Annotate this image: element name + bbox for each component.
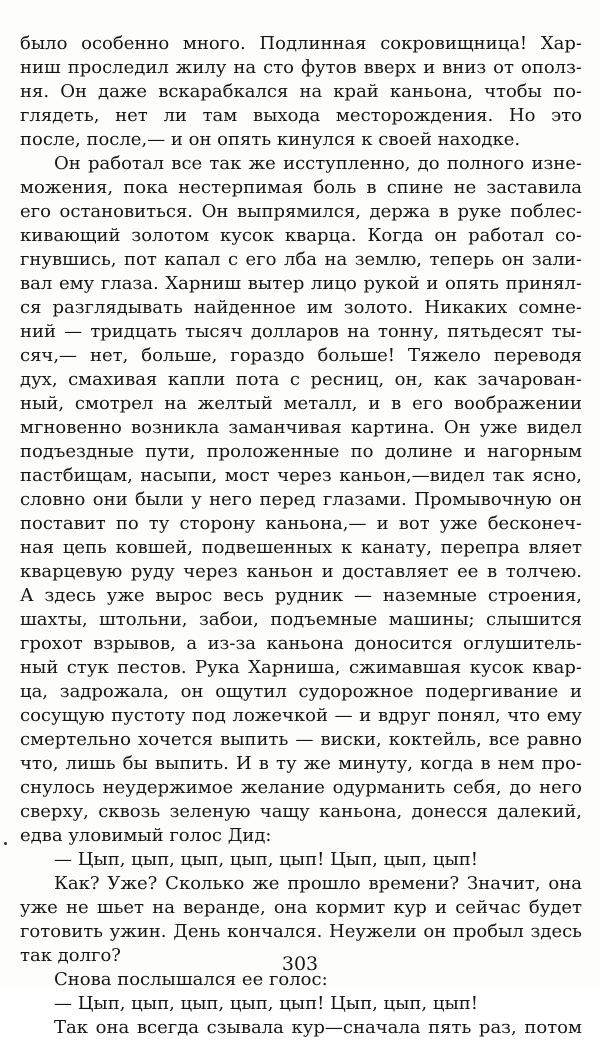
text-line: пастбищам, насыпи, мост через каньон,—видел так ясно, [20,465,582,486]
text-line: ний — тридцать тысяч долларов на тонну, пятьдесят ты- [20,321,582,342]
text-line: ниш проследил жилу на сто футов вверх и вниз от ополз- [20,57,582,78]
text-line: Он работал все так же исступленно, до полного изне- [54,153,582,174]
text-line: смертельно хочется выпить — виски, коктейль, все равно [20,729,582,750]
text-line: Снова послышался ее голос: [54,969,328,990]
text-line: глядеть, нет ли там выхода месторождения. Но это [20,105,582,126]
text-line: шахты, штольни, забои, подъемные машины; слышится [20,609,582,630]
text-line: ца, задрожала, он ощутил судорожное подергивание и [20,681,582,702]
text-line: Как? Уже? Сколько же прошло времени? Значит, она [54,873,582,894]
text-line: можения, пока нестерпимая боль в спине не заставила [20,177,582,198]
text-line: так долго? [20,945,121,966]
text-line: Так она всегда сзывала кур—сначала пять раз, потом [54,1017,582,1038]
print-speck [4,842,7,845]
body-text [20,32,582,1040]
text-line: снулось неудержимое желание одурманить себя, до него [20,777,582,798]
text-line: сосущую пустоту под ложечкой — и вдруг понял, что ему [20,705,582,726]
text-line: словно они были у него перед глазами. Промывочную он [20,489,582,510]
text-line: ный стук пестов. Рука Харниша, сжимавшая кусок квар- [20,657,582,678]
text-line: — Цып, цып, цып, цып, цып! Цып, цып, цып! [54,993,479,1014]
text-line: кварцевую руду через каньон и доставляет ее в толчею. [20,561,582,582]
text-line: ная цепь ковшей, подвешенных к канату, перепра вляет [20,537,582,558]
text-line: вал ему глаза. Харниш вытер лицо рукой и опять принял- [20,273,582,294]
text-line: уже не шьет на веранде, она кормит кур и сейчас будет [20,897,582,918]
text-line: было особенно много. Подлинная сокровищница! Хар- [20,33,582,54]
text-line: что, лишь бы выпить. И в ту же минуту, когда в нем про- [20,753,582,774]
text-line: — Цып, цып, цып, цып, цып! Цып, цып, цып! [54,849,479,870]
text-line: ся разглядывать найденное им золото. Никаких сомне- [20,297,582,318]
page-number: 303 [281,953,319,975]
text-line: сверху, сквозь зеленую чащу каньона, донесся далекий, [20,801,582,822]
text-line: после, после,— и он опять кинулся к своей находке. [20,129,521,150]
text-line: поставит по ту сторону каньона,— и вот уже бесконеч- [20,513,582,534]
text-line: его остановиться. Он выпрямился, держа в руке поблес- [20,201,582,222]
text-line: мгновенно возникла заманчивая картина. Он уже видел [20,417,582,438]
text-line: ный, смотрел на желтый металл, и в его воображении [20,393,582,414]
text-line: грохот взрывов, а из-за каньона доносится оглушитель- [20,633,582,654]
text-line: подъездные пути, проложенные по долине и нагорным [20,441,582,462]
text-line: едва уловимый голос Дид: [20,825,272,846]
text-line: дух, смахивая капли пота с ресниц, он, как зачарован- [20,369,582,390]
text-line: готовить ужин. День кончался. Неужели он пробыл здесь [20,921,582,942]
text-line: кивающий золотом кусок кварца. Когда он работал со- [20,225,582,246]
text-line: А здесь уже вырос весь рудник — наземные строения, [20,585,582,606]
text-line: ня. Он даже вскарабкался на край каньона, чтобы по- [20,81,582,102]
text-line: сяч,— нет, больше, гораздо больше! Тяжело переводя [20,345,582,366]
text-line: гнувшись, пот капал с его лба на землю, теперь он зали- [20,249,582,270]
